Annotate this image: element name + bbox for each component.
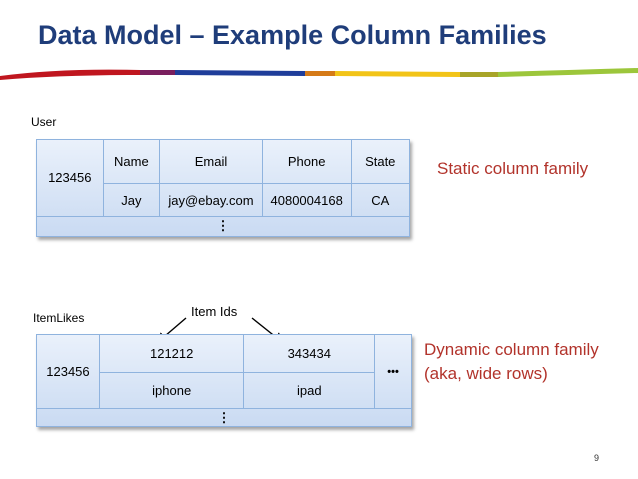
itemlikes-column-family-table <box>36 334 412 427</box>
column-header-email: Email <box>160 140 263 184</box>
more-rows-indicator: ⋮ <box>37 409 412 427</box>
cell-phone-value: 4080004168 <box>262 184 351 216</box>
itemlikes-table-caption: ItemLikes <box>33 311 85 325</box>
item-ids-annotation: Item Ids <box>191 304 238 319</box>
column-header-item-2: 343434 <box>244 335 375 373</box>
user-row-key: 123456 <box>37 140 104 217</box>
itemlikes-row-key: 123456 <box>37 335 100 409</box>
slide-title: Data Model – Example Column Families <box>38 20 547 50</box>
more-rows-indicator: ⋮ <box>37 216 410 236</box>
page-number: 9 <box>594 453 600 463</box>
column-header-state: State <box>351 140 410 184</box>
dynamic-column-family-note <box>424 338 599 386</box>
cell-item-2-value: ipad <box>244 373 375 409</box>
cell-email-value: jay@ebay.com <box>160 184 263 216</box>
static-column-family-note: Static column family <box>437 159 589 178</box>
cell-state-value: CA <box>351 184 410 216</box>
column-header-phone: Phone <box>262 140 351 184</box>
column-header-name: Name <box>103 140 160 184</box>
user-table-caption: User <box>31 115 57 129</box>
dynamic-note-line-1: Dynamic column family <box>424 340 599 359</box>
column-header-item-1: 121212 <box>99 335 244 373</box>
cell-item-1-value: iphone <box>99 373 244 409</box>
cell-name-value: Jay <box>103 184 160 216</box>
dynamic-note-line-2: (aka, wide rows) <box>424 364 548 383</box>
more-columns-indicator: ••• <box>375 335 412 409</box>
